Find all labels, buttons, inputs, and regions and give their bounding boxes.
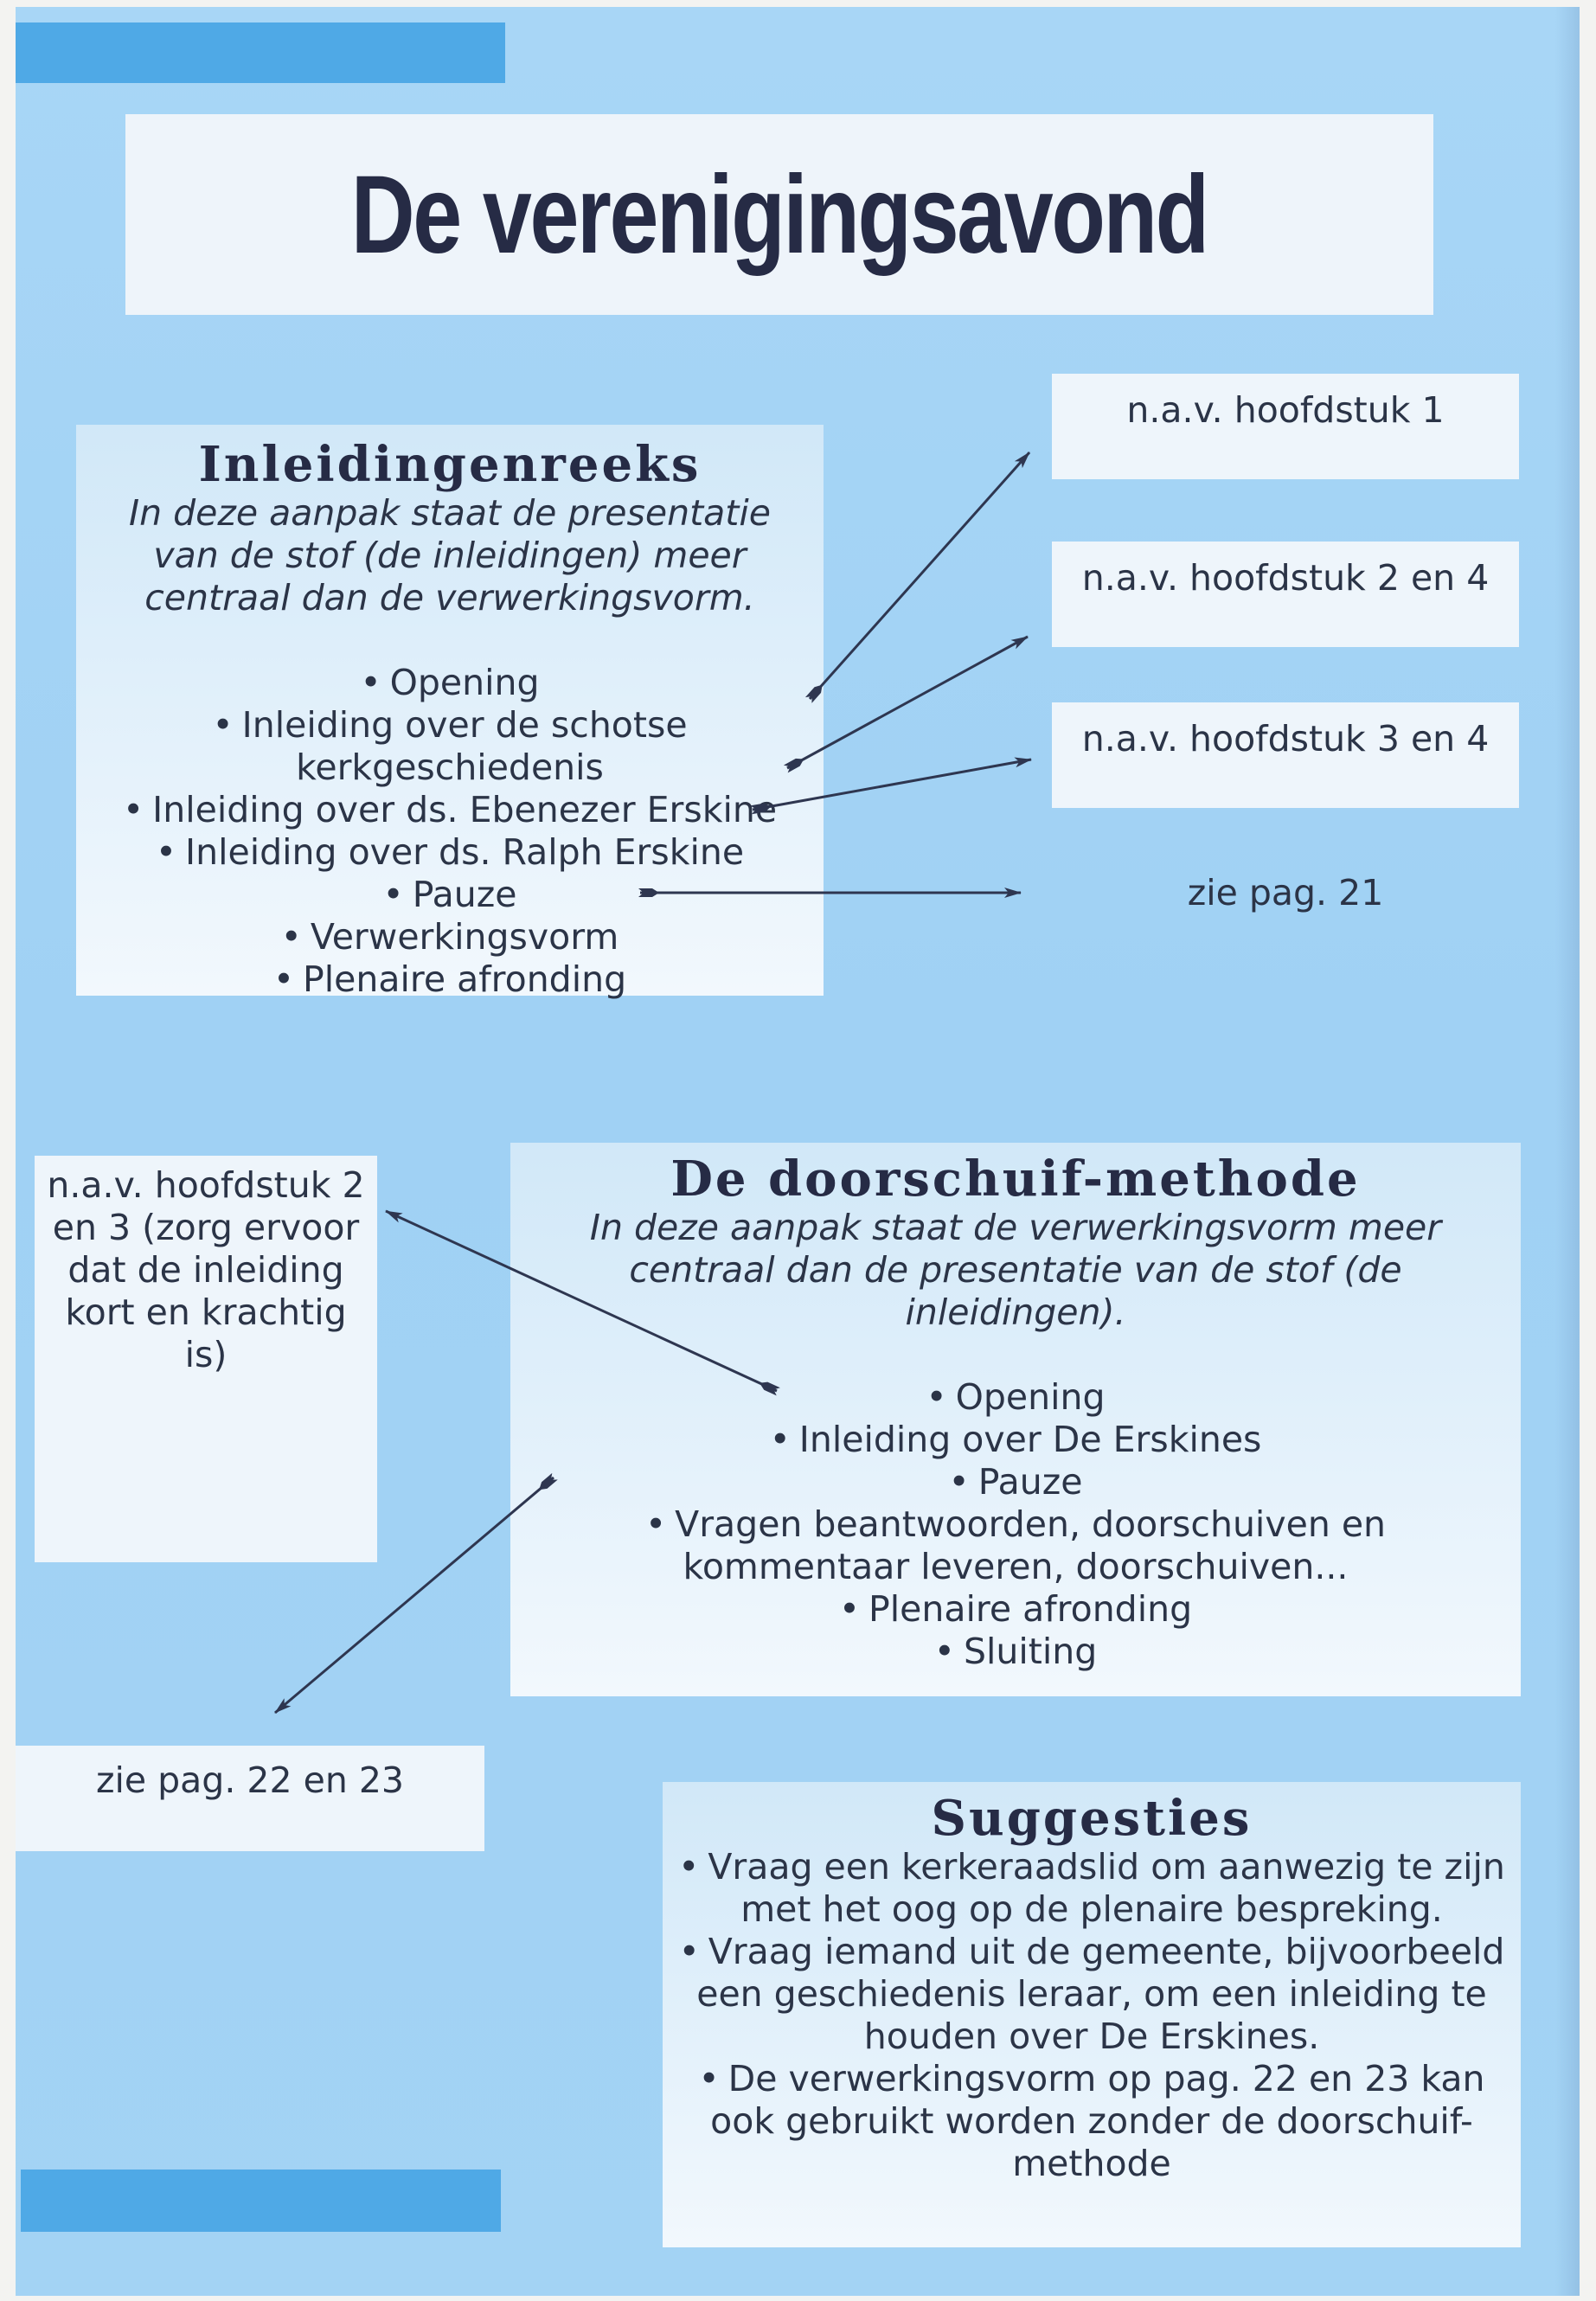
arrow-to-chapter-2-4 bbox=[787, 637, 1028, 768]
list-item: • Sluiting bbox=[933, 1631, 1098, 1672]
arrow-to-chapter-1 bbox=[810, 452, 1029, 699]
list-item: • Opening bbox=[360, 662, 540, 703]
reference-chapter-3-4: n.a.v. hoofdstuk 3 en 4 bbox=[1052, 702, 1519, 808]
arrow-to-page-22-23 bbox=[275, 1477, 554, 1713]
list-item: • Pauze bbox=[948, 1461, 1083, 1503]
inleidingenreeks-intro: In deze aanpak staat de presentatie van de stof (de inleidingen) meer centraal dan de verwerkingsvorm. bbox=[129, 492, 771, 619]
doorschuif-heading: De doorschuif-methode bbox=[670, 1150, 1361, 1208]
page-sheet bbox=[16, 7, 1580, 2296]
reference-chapter-2-4: n.a.v. hoofdstuk 2 en 4 bbox=[1052, 542, 1519, 647]
reference-chapter-2-3: n.a.v. hoofdstuk 2 en 3 (zorg ervoor dat de inleiding kort en krachtig is) bbox=[35, 1156, 377, 1562]
reference-page-21: zie pag. 21 bbox=[1187, 872, 1384, 913]
reference-chapter-1: n.a.v. hoofdstuk 1 bbox=[1052, 374, 1519, 479]
list-item: • Opening bbox=[926, 1376, 1106, 1418]
list-item: • Verwerkingsvorm bbox=[280, 916, 619, 958]
doorschuif-intro: In deze aanpak staat de verwerkingsvorm meer centraal dan de presentatie van de stof (de inleidingen). bbox=[589, 1207, 1442, 1333]
list-item: • Pauze bbox=[382, 874, 517, 915]
list-item: • Vraag een kerkeraadslid om aanwezig te zijn met het oog op de plenaire bespreking. bbox=[678, 1846, 1505, 1930]
list-item: • Inleiding over ds. Ralph Erskine bbox=[155, 831, 745, 873]
arrow-to-chapter-3-4 bbox=[753, 760, 1031, 810]
page-title: De verenigingsavond bbox=[350, 152, 1208, 277]
reference-page-22-23: zie pag. 22 en 23 bbox=[16, 1746, 484, 1851]
list-item: • Vragen beantwoorden, doorschuiven en kommentaar leveren, doorschuiven... bbox=[644, 1503, 1387, 1587]
list-item: • Inleiding over ds. Ebenezer Erskine bbox=[122, 789, 778, 830]
list-item: • Vraag iemand uit de gemeente, bijvoorbeeld een geschiedenis leraar, om een inleiding te houden over De Erskines. bbox=[678, 1931, 1505, 2057]
suggesties-heading: Suggesties bbox=[931, 1790, 1253, 1847]
list-item: • Plenaire afronding bbox=[272, 958, 627, 1000]
list-item: • Inleiding over De Erskines bbox=[769, 1419, 1262, 1460]
list-item: • De verwerkingsvorm op pag. 22 en 23 kan ook gebruikt worden zonder de doorschuif-methode bbox=[698, 2058, 1485, 2184]
list-item: • Plenaire afronding bbox=[838, 1588, 1193, 1630]
list-item: • Inleiding over de schotse kerkgeschiedenis bbox=[212, 704, 688, 788]
inleidingenreeks-heading: Inleidingenreeks bbox=[198, 436, 702, 493]
connector-arrows bbox=[16, 7, 1580, 2296]
arrow-to-chapter-2-3 bbox=[386, 1211, 777, 1391]
